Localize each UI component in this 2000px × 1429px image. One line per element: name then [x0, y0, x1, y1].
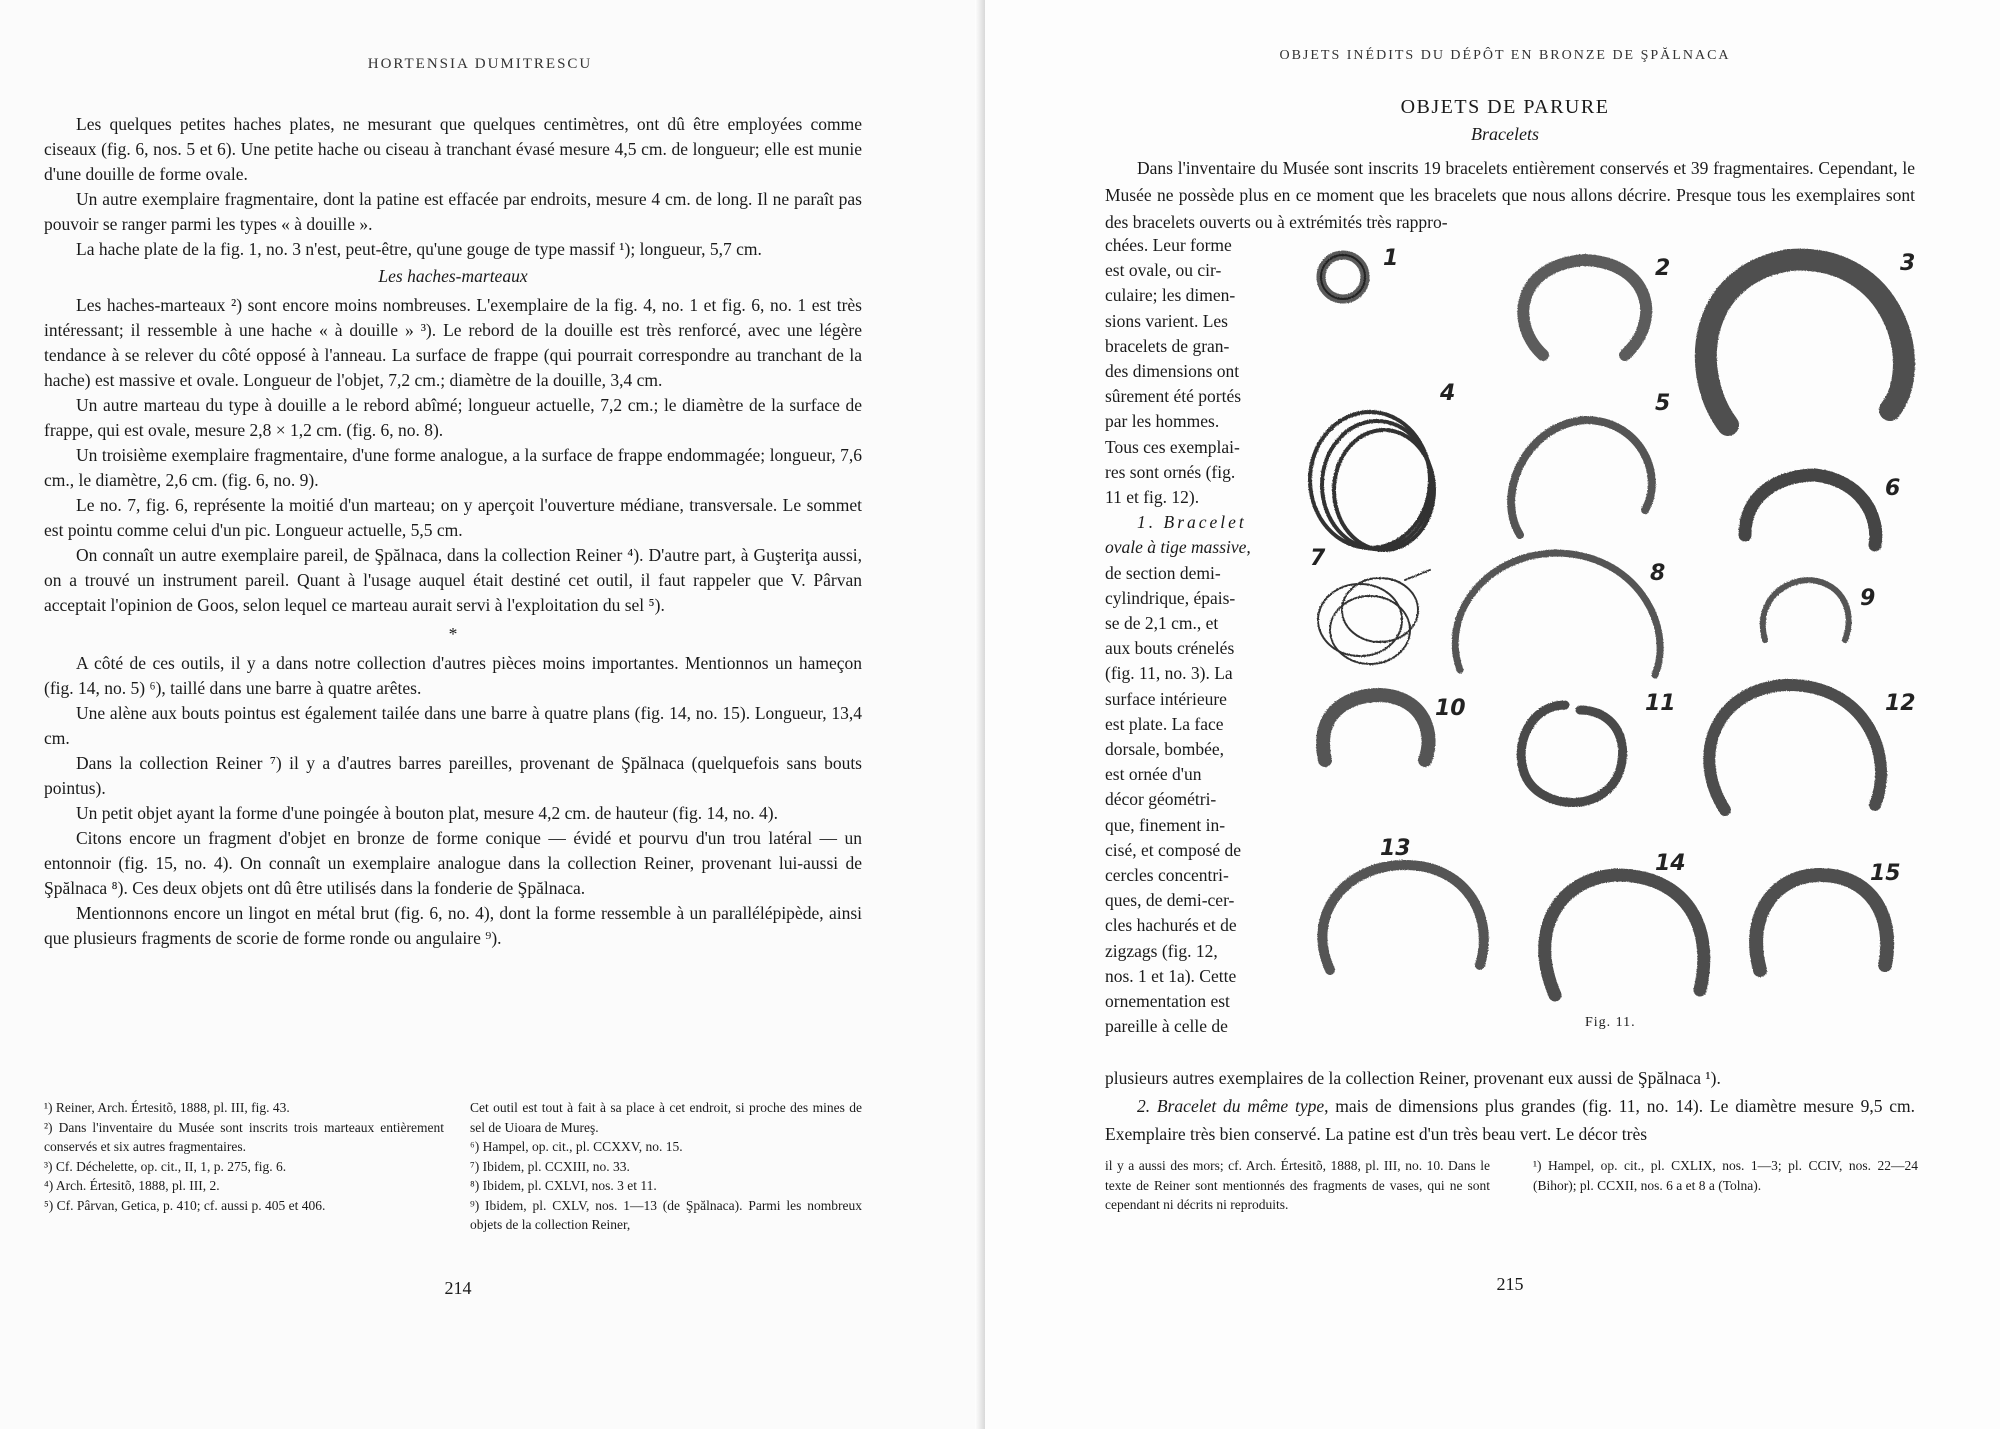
bracelet-7-wire [1318, 570, 1430, 664]
footnote: ⁷) Ibidem, pl. CCXIII, no. 33. [470, 1158, 630, 1174]
narrow-text-column [1105, 233, 1270, 1040]
figure-number: 12 [1885, 691, 1916, 716]
continuation-paragraph: plusieurs autres exemplaires de la collection Reiner, provenant eux aussi de Şpălnaca ¹). [1105, 1068, 1721, 1088]
narrow-line: des dimensions ont [1105, 361, 1240, 382]
bracelet-3 [1706, 260, 1904, 425]
paragraph: Le no. 7, fig. 6, représente la moitié d'un marteau; on y aperçoit l'ouverture médiane, transversale. Le sommet est pointu comme celui d'un pic. Longueur actuelle, 5,5 cm. [44, 495, 862, 540]
footnote: ⁶) Hampel, op. cit., pl. CCXXV, no. 15. [470, 1139, 683, 1154]
figure-caption: Fig. 11. [1585, 1015, 1636, 1030]
right-body-continuation [1105, 1064, 1915, 1148]
narrow-line: chées. Leur forme [1105, 235, 1232, 255]
left-page [0, 0, 985, 1429]
narrow-line: ornementation est [1105, 991, 1230, 1012]
figure-number: 4 [1440, 381, 1456, 406]
bracelet-5 [1511, 420, 1652, 535]
footnote: ⁸) Ibidem, pl. CXLVI, nos. 3 et 11. [470, 1178, 657, 1193]
figure-number: 15 [1870, 861, 1901, 886]
narrow-line: ques, de demi-cer- [1105, 890, 1235, 911]
narrow-line: pareille à celle de [1105, 1016, 1228, 1037]
item2-text: , mais de dimensions plus grandes (fig. 11, no. 14). Le diamètre mesure 9,5 cm. Exemplaire très bien conservé. La patine est d'un très beau vert. Le décor très [1105, 1096, 1916, 1144]
bracelet-13 [1322, 865, 1483, 970]
section-separator: * [448, 624, 458, 644]
footnote: Cet outil est tout à fait à sa place à cet endroit, si proche des mines de sel de Uioara de Mureş. [470, 1100, 862, 1135]
figure-number: 9 [1860, 586, 1876, 611]
narrow-line: 11 et fig. 12). [1105, 487, 1200, 508]
footnote: ⁵) Cf. Pârvan, Getica, p. 410; cf. aussi p. 405 et 406. [44, 1197, 326, 1213]
paragraph: Un autre exemplaire fragmentaire, dont la patine est effacée par endroits, mesure 4 cm. de long. Il ne paraît pas pouvoir se ranger parmi les types « à douille ». [44, 189, 862, 234]
narrow-line: res sont ornés (fig. [1105, 461, 1236, 482]
paragraph: On connaît un autre exemplaire pareil, de Şpălnaca, dans la collection Reiner ⁴). D'autre part, à Guşteriţa aussi, on a trouvé un instrument pareil. Quant à l'usage auquel était destiné cet outil, il faut rappeler que V. Pârvan acceptait l'opinion de Goos, selon lequel ce marteau aurait servi à l'exploitation du sel ⁵). [44, 545, 862, 615]
figure-number: 7 [1310, 546, 1326, 571]
paragraph: Dans la collection Reiner ⁷) il y a d'autres barres pareilles, provenant de Şpălnaca (quelquefois sans bouts pointus). [44, 753, 862, 798]
item2-label: 2. Bracelet du même type [1137, 1096, 1325, 1116]
intro-paragraph: Dans l'inventaire du Musée sont inscrits 19 bracelets entièrement conservés et 39 fragmentaires. Cependant, le Musée ne possède plus en ce moment que les bracelets que nous allons décrire. Presque tous les exemplaires sont des bracelets ouverts ou à extrémités très rappro- [1105, 158, 1915, 232]
running-head-left: HORTENSIA DUMITRESCU [367, 56, 593, 72]
bracelet-9 [1763, 580, 1849, 640]
bracelet-6 [1745, 475, 1876, 545]
figure-number: 14 [1655, 851, 1686, 876]
bracelet-15 [1756, 875, 1887, 970]
item2-paragraph [1105, 1092, 1915, 1148]
narrow-line: sûrement été portés [1105, 386, 1242, 407]
item1-label: 1. Bracelet [1137, 512, 1247, 533]
figure-number: 13 [1380, 836, 1411, 861]
paragraph: Les quelques petites haches plates, ne mesurant que quelques centimètres, ont dû être employées comme ciseaux (fig. 6, nos. 5 et 6). Une petite hache ou ciseau à tranchant évasé mesure 4,5 cm. de longueur; elle est munie d'une douille de forme ovale. [44, 114, 862, 184]
footnote: ⁴) Arch. Értesitõ, 1888, pl. III, 2. [44, 1178, 220, 1193]
narrow-line: dorsale, bombée, [1105, 739, 1225, 760]
narrow-line: nos. 1 et 1a). Cette [1105, 965, 1237, 986]
paragraph: Les haches-marteaux ²) sont encore moins nombreuses. L'exemplaire de la fig. 4, no. 1 et fig. 6, no. 1 est très intéressant; il ressemble à une hache « à douille » ³). Le rebord de la douille est très renforcé, avec une légère tendance à se relever du côté opposé à l'anneau. La surface de frappe (qui pourrait correspondre au tranchant de la hache) est massive et ovale. Longueur de l'objet, 7,2 cm.; diamètre de la douille, 3,4 cm. [44, 295, 862, 390]
narrow-line: Tous ces exemplai- [1105, 436, 1240, 457]
figure-number: 10 [1435, 696, 1466, 721]
section-subtitle: Bracelets [1471, 124, 1539, 144]
narrow-line: de section demi- [1105, 562, 1221, 583]
bracelet-8 [1455, 553, 1660, 675]
footnote: ¹) Hampel, op. cit., pl. CXLIX, nos. 1—3; pl. CCIV, nos. 22—24 (Bihor); pl. CCXII, nos. 6 a et 8 a (Tolna). [1533, 1158, 1918, 1193]
bracelet-2 [1523, 260, 1646, 355]
narrow-line: aux bouts crénelés [1105, 638, 1235, 659]
narrow-line: cylindrique, épais- [1105, 587, 1236, 608]
right-intro [1105, 155, 1915, 236]
figure-number: 1 [1383, 246, 1399, 271]
page-number-left: 214 [444, 1278, 472, 1298]
footnote: ²) Dans l'inventaire du Musée sont inscrits trois marteaux entièrement conservés et six autres fragmentaires. [44, 1119, 444, 1154]
narrow-line: culaire; les dimen- [1105, 285, 1236, 306]
footnote: il y a aussi des mors; cf. Arch. Értesitõ, 1888, pl. III, no. 10. Dans le texte de Reiner sont mentionnés des fragments de vases, qui ne sont cependant ni décrits ni reproduits. [1105, 1158, 1490, 1212]
narrow-line: se de 2,1 cm., et [1105, 613, 1219, 634]
paragraph: A côté de ces outils, il y a dans notre collection d'autres pièces moins importantes. Mentionnos un hameçon (fig. 14, no. 5) ⁶), taillé dans une barre à quatre arêtes. [44, 653, 862, 698]
narrow-line: (fig. 11, no. 3). La [1105, 663, 1233, 684]
page-number-right: 215 [1496, 1274, 1524, 1294]
narrow-line: est plate. La face [1105, 713, 1224, 734]
figure-number: 11 [1645, 691, 1676, 716]
narrow-line: est ovale, ou cir- [1105, 260, 1222, 281]
right-page [985, 0, 2000, 1429]
footnotes-left-col2 [470, 1098, 862, 1235]
footnote: ⁹) Ibidem, pl. CXLV, nos. 1—13 (de Şpălnaca). Parmi les nombreux objets de la collection Reiner, [470, 1197, 862, 1232]
paragraph: Une alène aux bouts pointus est également tailée dans une barre à quatre plans (fig. 14, no. 15). Longueur, 13,4 cm. [44, 703, 862, 748]
narrow-line: surface intérieure [1105, 688, 1227, 709]
bracelet-1 [1321, 255, 1365, 299]
left-body-text [44, 112, 862, 951]
bracelet-14 [1545, 875, 1704, 995]
footnote: ¹) Reiner, Arch. Értesitõ, 1888, pl. III, fig. 43. [44, 1100, 290, 1115]
narrow-line: par les hommes. [1105, 411, 1220, 432]
narrow-line: cisé, et composé de [1105, 839, 1242, 860]
paragraph: Citons encore un fragment d'objet en bronze de forme conique — évidé et pourvu d'un trou latéral — un entonnoir (fig. 15, no. 4). On connaît un exemplaire analogue dans la collection Reiner, provenant lui-aussi de Şpălnaca ⁸). Ces deux objets ont dû être utilisés dans la fonderie de Şpălnaca. [44, 828, 862, 898]
narrow-line: que, finement in- [1105, 814, 1226, 835]
footnotes-right-col2 [1533, 1156, 1918, 1195]
section-title: OBJETS DE PARURE [1400, 96, 1610, 118]
running-head-right: OBJETS INÉDITS DU DÉPÔT EN BRONZE DE ŞPĂLNACA [1279, 48, 1731, 63]
item1-label-2: ovale à tige massive, [1105, 537, 1251, 558]
narrow-line: est ornée d'un [1105, 764, 1202, 785]
narrow-line: bracelets de gran- [1105, 335, 1230, 356]
bracelet-4-spiral [1310, 412, 1434, 550]
figure-number: 8 [1650, 561, 1666, 586]
narrow-line: cles hachurés et de [1105, 915, 1237, 936]
paragraph: La hache plate de la fig. 1, no. 3 n'est, peut-être, qu'une gouge de type massif ¹); longueur, 5,7 cm. [76, 239, 762, 259]
paragraph: Mentionnons encore un lingot en métal brut (fig. 6, no. 4), dont la forme ressemble à un parallélépipède, ainsi que plusieurs fragments de scorie de forme ronde ou angulaire ⁹). [44, 903, 862, 948]
subheading-haches-marteaux: Les haches-marteaux [378, 266, 528, 286]
bracelet-10 [1323, 695, 1428, 760]
narrow-line: sions varient. Les [1105, 310, 1228, 331]
figure-number: 3 [1900, 251, 1916, 276]
bracelet-11 [1521, 705, 1622, 803]
narrow-line: cercles concentri- [1105, 865, 1229, 886]
narrow-line: zigzags (fig. 12, [1105, 940, 1218, 961]
paragraph: Un autre marteau du type à douille a le rebord abîmé; longueur actuelle, 7,2 cm.; le diamètre de la surface de frappe, qui est ovale, mesure 2,8 × 1,2 cm. (fig. 6, no. 8). [44, 395, 862, 440]
figure-number: 2 [1655, 256, 1671, 281]
bracelet-12 [1709, 685, 1881, 810]
footnote: ³) Cf. Déchelette, op. cit., II, 1, p. 275, fig. 6. [44, 1158, 287, 1174]
narrow-line: décor géométri- [1105, 789, 1217, 810]
footnotes-left-col1 [44, 1098, 444, 1215]
figure-11-bracelets [1285, 235, 1925, 1035]
paragraph: Un petit objet ayant la forme d'une poingée à bouton plat, mesure 4,2 cm. de hauteur (fig. 14, no. 4). [76, 803, 778, 823]
figure-number: 5 [1655, 391, 1671, 416]
footnotes-right-col1 [1105, 1156, 1490, 1215]
paragraph: Un troisième exemplaire fragmentaire, d'une forme analogue, a la surface de frappe endommagée; longueur, 7,6 cm., le diamètre, 2,6 cm. (fig. 6, no. 9). [44, 445, 862, 490]
figure-number: 6 [1885, 476, 1901, 501]
